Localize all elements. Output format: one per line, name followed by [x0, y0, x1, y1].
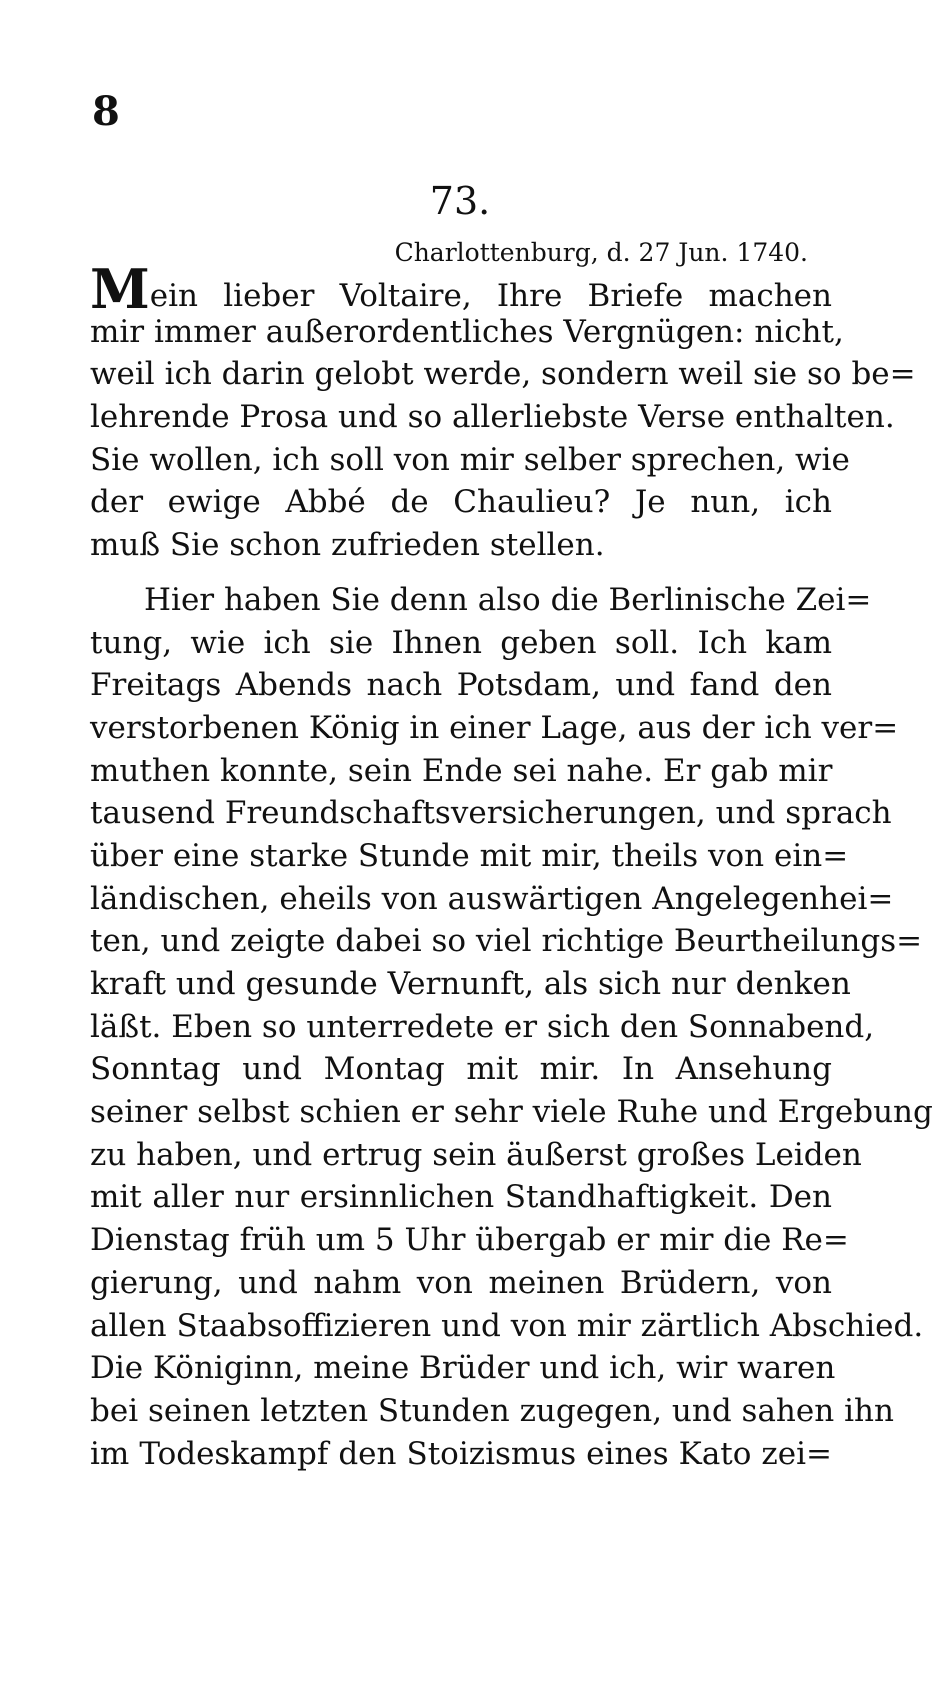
text-line: verstorbenen König in einer Lage, aus der ich ver= — [90, 709, 899, 746]
dateline: Charlottenburg, d. 27 Jun. 1740. — [394, 238, 808, 267]
text-line: gierung, und nahm von meinen Brüdern, von — [90, 1264, 832, 1301]
text-line: im Todeskampf den Stoizismus eines Kato zei= — [90, 1435, 832, 1472]
text-line: zu haben, und ertrug sein äußerst großes Leiden — [90, 1136, 862, 1173]
text-line: bei seinen letzten Stunden zugegen, und sahen ihn — [90, 1392, 894, 1429]
text-line: weil ich darin gelobt werde, sondern weil sie so be= — [90, 356, 916, 393]
text-line: Freitags Abends nach Potsdam, und fand den — [90, 667, 832, 704]
letter-body — [90, 257, 933, 1475]
text-line: Sie wollen, ich soll von mir selber sprechen, wie — [90, 441, 850, 478]
text-line: läßt. Eben so unterredete er sich den Sonnabend, — [90, 1008, 875, 1045]
text-line: Sonntag und Montag mit mir. In Ansehung — [90, 1051, 832, 1088]
text-line: mit aller nur ersinnlichen Standhaftigkeit. Den — [90, 1179, 832, 1216]
paragraph-gap — [90, 567, 832, 579]
text-line: muß Sie schon zufrieden stellen. — [90, 527, 605, 564]
signature-mark: 8 — [92, 88, 120, 135]
text-line: ländischen, eheils von auswärtigen Angelegenhei= — [90, 880, 894, 917]
text-line: Dienstag früh um 5 Uhr übergab er mir die Re= — [90, 1222, 849, 1259]
initial-letter: M — [90, 257, 150, 321]
text-line: Mein lieber Voltaire, Ihre Briefe machen — [90, 257, 832, 321]
text-line: seiner selbst schien er sehr viele Ruhe und Ergebung — [90, 1094, 933, 1131]
text-line: tausend Freundschaftsversicherungen, und sprach — [90, 795, 892, 832]
text-line: muthen konnte, sein Ende sei nahe. Er gab mir — [90, 752, 833, 789]
paragraph-2 — [90, 579, 933, 1475]
text-line: allen Staabsoffizieren und von mir zärtlich Abschied. — [90, 1307, 924, 1344]
text-line: kraft und gesunde Vernunft, als sich nur denken — [90, 966, 851, 1002]
page-number: 73. — [429, 179, 491, 223]
text-line: ten, und zeigte dabei so viel richtige Beurtheilungs= — [90, 923, 923, 960]
text-line: Die Königinn, meine Brüder und ich, wir waren — [90, 1350, 836, 1387]
text-line: Hier haben Sie denn also die Berlinische Zei= — [144, 581, 872, 618]
paragraph-1 — [90, 257, 916, 567]
text-line: der ewige Abbé de Chaulieu? Je nun, ich — [90, 484, 832, 521]
text-line: mir immer außerordentliches Vergnügen: nicht, — [90, 313, 844, 350]
text-line: lehrende Prosa und so allerliebste Verse enthalten. — [90, 399, 895, 436]
text-line: tung, wie ich sie Ihnen geben soll. Ich kam — [90, 624, 832, 661]
text-line: über eine starke Stunde mit mir, theils von ein= — [90, 837, 849, 874]
